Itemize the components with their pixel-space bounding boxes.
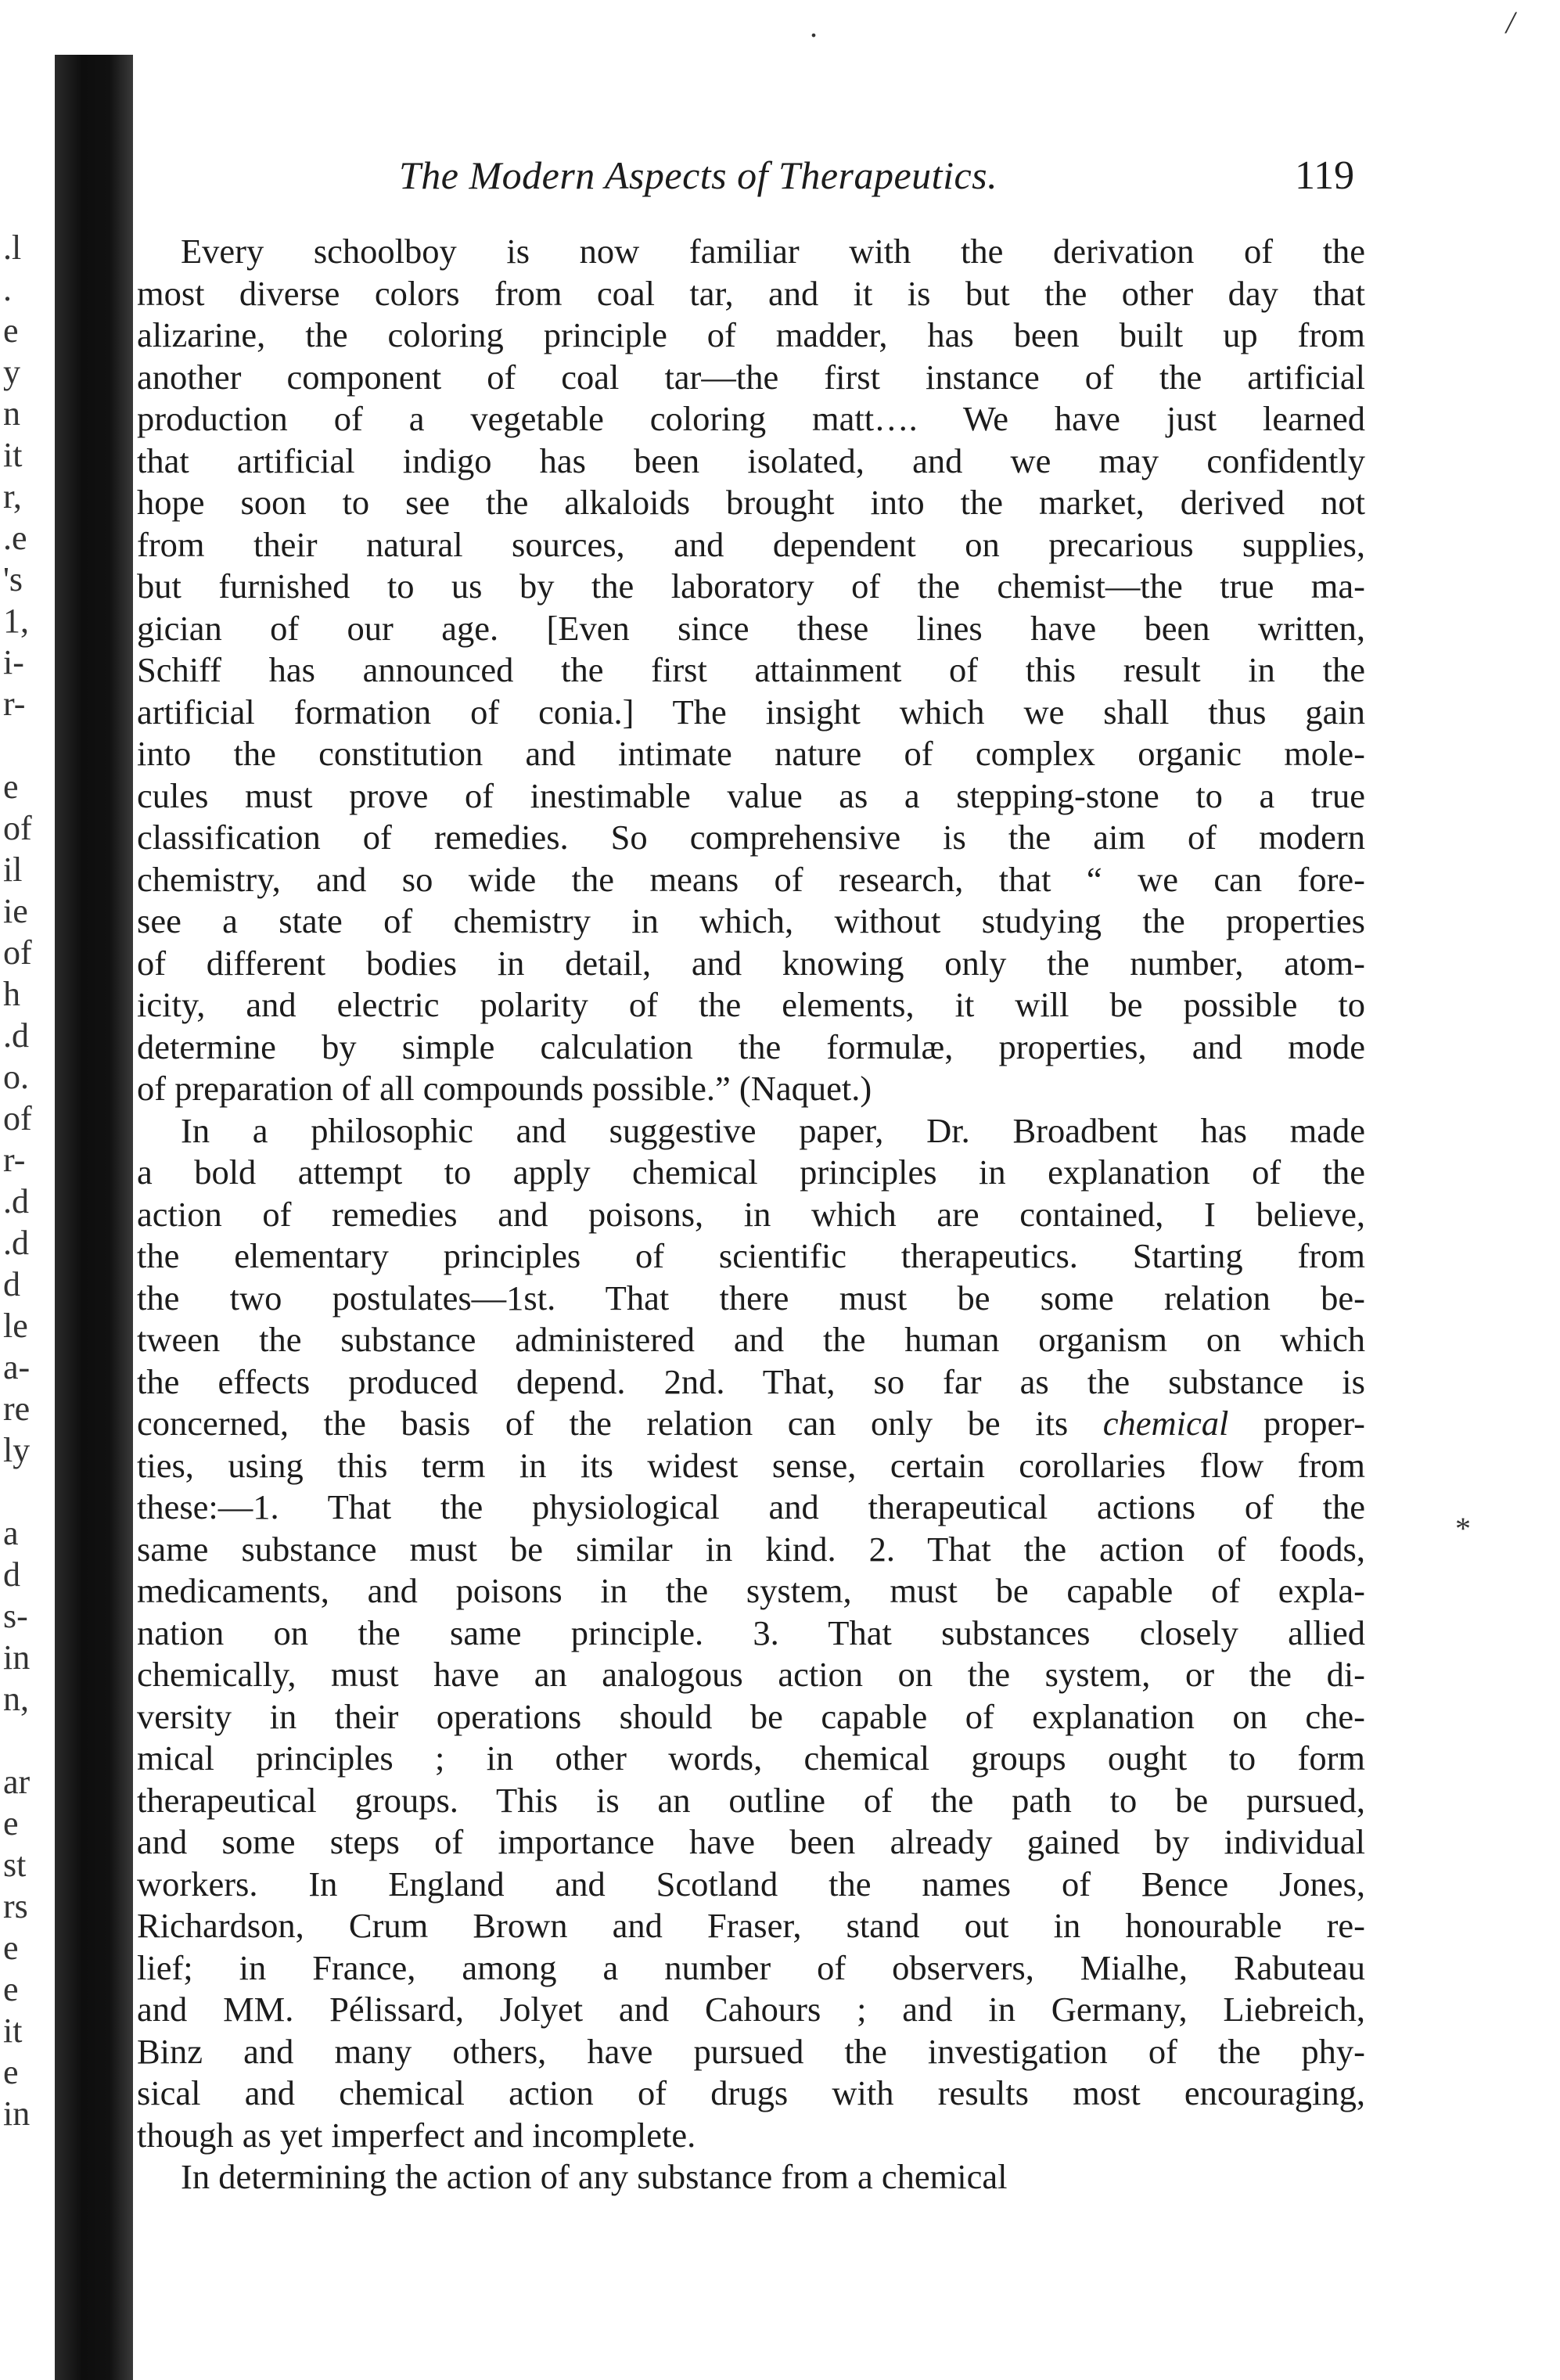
running-title: The Modern Aspects of Therapeutics.	[399, 153, 998, 197]
text-line: Richardson, Crum Brown and Fraser, stand out in honourable re-	[137, 1906, 1365, 1945]
page-body	[137, 231, 1365, 2198]
text-line: chemically, must have an analogous action on the system, or the di-	[137, 1655, 1365, 1694]
margin-fragment: e	[3, 2053, 19, 2091]
text-run: concerned, the basis of the relation can only be its	[137, 1404, 1103, 1443]
margin-fragment: in	[3, 1638, 31, 1677]
text-line: another component of coal tar—the first instance of the artificial	[137, 357, 1365, 397]
adjacent-page-margin	[3, 227, 50, 2134]
margin-fragment: .e	[3, 519, 27, 557]
margin-fragment: y	[3, 353, 20, 391]
margin-fragment: s-	[3, 1597, 28, 1635]
margin-fragment: i-	[3, 643, 24, 681]
text-line: see a state of chemistry in which, without studying the properties	[137, 901, 1365, 940]
margin-fragment: n	[3, 394, 20, 433]
stray-mark: .	[810, 9, 818, 44]
text-line: but furnished to us by the laboratory of the chemist—the true ma-	[137, 566, 1365, 606]
margin-fragment	[3, 724, 50, 766]
stray-mark: *	[1455, 1511, 1471, 1546]
margin-fragment: in	[3, 2094, 31, 2133]
margin-fragment: r,	[3, 477, 22, 516]
text-line: though as yet imperfect and incomplete.	[137, 2115, 696, 2155]
text-line: sical and chemical action of drugs with results most encouraging,	[137, 2073, 1365, 2112]
margin-fragment: .	[3, 270, 12, 308]
text-line: therapeutical groups. This is an outline of the path to be pursued,	[137, 1780, 1365, 1820]
book-spine-shadow	[55, 55, 133, 2380]
text-line: tween the substance administered and the human organism on which	[137, 1320, 1365, 1359]
margin-fragment: e	[3, 768, 19, 806]
margin-fragment: d	[3, 1265, 20, 1303]
text-line: ties, using this term in its widest sense, certain corollaries flow from	[137, 1445, 1365, 1485]
text-line: the elementary principles of scientific therapeutics. Starting from	[137, 1236, 1365, 1275]
margin-fragment: .d	[3, 1016, 29, 1055]
margin-fragment: it	[3, 2011, 23, 2050]
text-line: a bold attempt to apply chemical principles in explanation of the	[137, 1152, 1365, 1192]
text-line: of preparation of all compounds possible.” (Naquet.)	[137, 1069, 872, 1108]
margin-fragment: re	[3, 1390, 31, 1428]
text-run: proper-	[1228, 1404, 1365, 1443]
stray-mark: /	[1506, 5, 1515, 40]
margin-fragment: o.	[3, 1058, 29, 1096]
text-line: determine by simple calculation the formulæ, properties, and mode	[137, 1026, 1365, 1066]
margin-fragment: r-	[3, 1141, 26, 1179]
margin-fragment: d	[3, 1555, 20, 1594]
margin-fragment	[3, 1471, 50, 1512]
margin-fragment: of	[3, 933, 32, 972]
text-line: Schiff has announced the first attainment of this result in the	[137, 650, 1365, 689]
text-line: gician of our age. [Even since these lines have been written,	[137, 608, 1365, 648]
margin-fragment: of	[3, 809, 32, 847]
text-line: hope soon to see the alkaloids brought into the market, derived not	[137, 483, 1365, 522]
margin-fragment: a-	[3, 1348, 31, 1386]
text-line: Every schoolboy is now familiar with the derivation of the	[181, 232, 1365, 271]
text-line: and some steps of importance have been already gained by individual	[137, 1822, 1365, 1861]
margin-fragment: st	[3, 1846, 27, 1884]
text-line: Binz and many others, have pursued the investigation of the phy-	[137, 2031, 1365, 2071]
text-line: medicaments, and poisons in the system, must be capable of expla-	[137, 1571, 1365, 1610]
text-line: workers. In England and Scotland the names of Bence Jones,	[137, 1864, 1365, 1904]
margin-fragment: e	[3, 311, 19, 350]
text-line: versity in their operations should be capable of explanation on che-	[137, 1696, 1365, 1736]
margin-fragment: e	[3, 1929, 19, 1967]
margin-fragment: .d	[3, 1182, 29, 1221]
margin-fragment: n,	[3, 1680, 29, 1718]
margin-fragment: le	[3, 1307, 28, 1345]
text-line: mical principles ; in other words, chemical groups ought to form	[137, 1738, 1365, 1778]
text-line: action of remedies and poisons, in which are contained, I believe,	[137, 1194, 1365, 1234]
margin-fragment: 's	[3, 560, 23, 599]
margin-fragment	[3, 1720, 50, 1761]
margin-fragment: a	[3, 1514, 19, 1552]
margin-fragment: .d	[3, 1224, 29, 1262]
text-line: icity, and electric polarity of the elements, it will be possible to	[137, 985, 1365, 1024]
text-line: that artificial indigo has been isolated, and we may confidently	[137, 440, 1365, 480]
text-line: and MM. Pélissard, Jolyet and Cahours ; and in Germany, Liebreich,	[137, 1990, 1365, 2029]
margin-fragment: ar	[3, 1763, 31, 1801]
margin-fragment: il	[3, 850, 23, 889]
text-line: chemistry, and so wide the means of research, that “ we can fore-	[137, 859, 1365, 899]
text-line: most diverse colors from coal tar, and it is but the other day that	[137, 273, 1365, 313]
text-line: production of a vegetable coloring matt…. We have just learned	[137, 399, 1365, 438]
text-line: In a philosophic and suggestive paper, Dr. Broadbent has made	[181, 1110, 1365, 1150]
text-line	[137, 1403, 1365, 1445]
margin-fragment: ly	[3, 1431, 31, 1469]
text-line: lief; in France, among a number of observers, Mialhe, Rabuteau	[137, 1947, 1365, 1987]
text-line: alizarine, the coloring principle of madder, has been built up from	[137, 315, 1365, 354]
margin-fragment: e	[3, 1970, 19, 2008]
text-line: nation on the same principle. 3. That substances closely allied	[137, 1612, 1365, 1652]
margin-fragment: r-	[3, 685, 26, 723]
margin-fragment: .l	[3, 228, 22, 267]
text-line: the effects produced depend. 2nd. That, so far as the substance is	[137, 1361, 1365, 1401]
text-line: the two postulates—1st. That there must be some relation be-	[137, 1278, 1365, 1318]
margin-fragment: it	[3, 436, 23, 474]
margin-fragment: 1,	[3, 602, 29, 640]
text-line: into the constitution and intimate nature of complex organic mole-	[137, 734, 1365, 773]
text-line: artificial formation of conia.] The insight which we shall thus gain	[137, 692, 1365, 732]
italic-word: chemical	[1102, 1404, 1229, 1443]
page-number: 119	[1295, 153, 1355, 198]
text-line: In determining the action of any substance from a chemical	[181, 2157, 1008, 2196]
margin-fragment: h	[3, 975, 20, 1013]
margin-fragment: of	[3, 1099, 32, 1138]
text-line: classification of remedies. So comprehensive is the aim of modern	[137, 818, 1365, 857]
text-line: of different bodies in detail, and knowing only the number, atom-	[137, 943, 1365, 983]
text-line: cules must prove of inestimable value as a stepping-stone to a true	[137, 775, 1365, 815]
margin-fragment: ie	[3, 892, 28, 930]
margin-fragment: e	[3, 1804, 19, 1843]
text-line: these:—1. That the physiological and therapeutical actions of the	[137, 1487, 1365, 1526]
text-line: same substance must be similar in kind. 2. That the action of foods,	[137, 1529, 1365, 1569]
margin-fragment: rs	[3, 1887, 28, 1925]
text-line: from their natural sources, and dependent on precarious supplies,	[137, 524, 1365, 564]
